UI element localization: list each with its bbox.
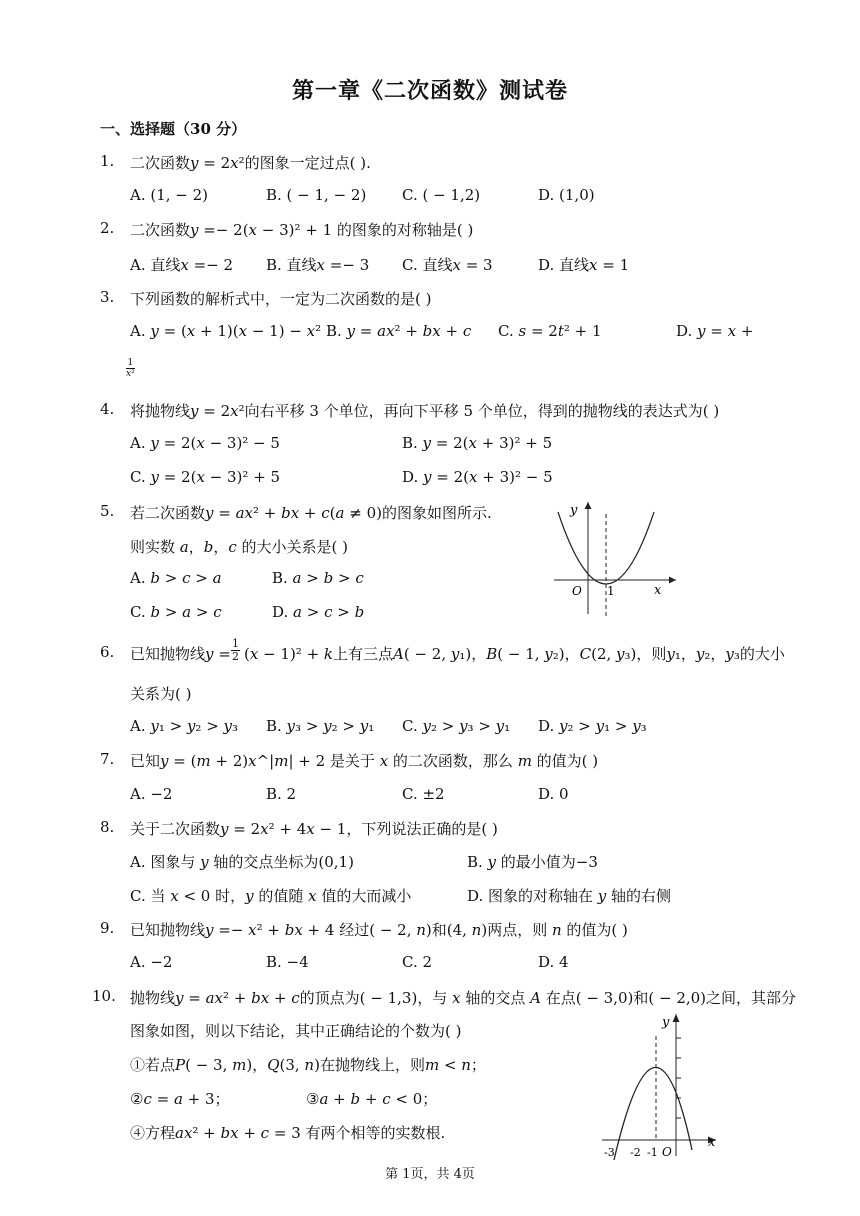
question-number: 5. [100,502,115,520]
y-label: y [662,1015,670,1030]
fraction [231,638,240,663]
question-text: 将抛物线𝑦 = 2𝑥²向右平移 3 个单位，再向下平移 5 个单位，得到的抛物线的表达式为( ) [130,402,720,420]
question-text: 已知抛物线𝑦 = [130,645,231,663]
option-d: D. 𝑦₂ > 𝑦₁ > 𝑦₃ [538,717,647,735]
question-text: 二次函数𝑦 =− 2(𝑥 − 3)² + 1 的图象的对称轴是( ) [130,221,474,239]
option-c: C. ±2 [402,785,445,803]
option-c: C. 𝑦 = 2(𝑥 − 3)² + 5 [130,468,281,486]
option-a: A. 直线𝑥 =− 2 [130,256,234,274]
tick-label-minus-1: -1 [647,1146,658,1159]
question-number: 7. [100,750,115,768]
option-d: D. 4 [538,953,569,971]
option-d: D. 𝑎 > 𝑐 > 𝑏 [272,603,365,621]
question-text-line2: 图象如图，则以下结论，其中正确结论的个数为( ) [130,1022,462,1040]
option-a: A. −2 [130,953,173,971]
x-label: x [654,583,662,598]
question-number: 9. [100,919,115,937]
option-b: B. 𝑦₃ > 𝑦₂ > 𝑦₁ [266,717,375,735]
fraction-denominator: 𝑥² [126,369,135,379]
question-text-cont: (𝑥 − 1)² + 𝑘上有三点𝐴( − 2, 𝑦₁)，𝐵( − 1, 𝑦₂)，𝐶(2, 𝑦₃)，则𝑦₁，𝑦₂，𝑦₃的大小 [244,645,785,663]
question-number: 2. [100,219,115,237]
option-b: B. 𝑦 = 2(𝑥 + 3)² + 5 [402,434,553,452]
option-c: C. 直线𝑥 = 3 [402,256,493,274]
option-a: A. 𝑦₁ > 𝑦₂ > 𝑦₃ [130,717,239,735]
option-a: A. 图象与 𝑦 轴的交点坐标为(0,1) [130,853,354,871]
y-axis-arrow [673,1014,680,1022]
tick-label-1: 1 [607,584,615,598]
y-label: y [570,503,578,518]
question-text: 已知抛物线𝑦 =− 𝑥² + 𝑏𝑥 + 4 经过( − 2, 𝑛)和(4, 𝑛)两点，则 𝑛 的值为( ) [130,921,628,939]
option-a: A. 𝑦 = 2(𝑥 − 3)² − 5 [130,434,280,452]
option-b: B. −4 [266,953,309,971]
option-b: B. 𝑎 > 𝑏 > 𝑐 [272,569,364,587]
origin-label: O [662,1145,672,1159]
x-axis-arrow [669,577,676,584]
parabola-graph-q5 [548,496,680,618]
option-d: D. 𝑦 = 2(𝑥 + 3)² − 5 [402,468,553,486]
x-label: x [708,1135,716,1150]
question-number: 4. [100,400,115,418]
section-heading: 一、选择题（30 分） [100,120,247,138]
question-number: 1. [100,152,115,170]
option-d: D. 直线𝑥 = 1 [538,256,630,274]
statement-4: ④方程𝑎𝑥² + 𝑏𝑥 + 𝑐 = 3 有两个相等的实数根. [130,1124,446,1142]
question-text: 下列函数的解析式中，一定为二次函数的是( ) [130,290,432,308]
fraction [126,358,135,379]
option-d: D. (1,0) [538,186,595,204]
tick-label-minus-3: -3 [604,1146,615,1159]
option-c: C. 𝑠 = 2𝑡² + 1 [498,322,602,340]
origin-label: O [572,584,582,598]
option-d: D. 𝑦 = 𝑥 + [676,322,754,340]
question-text: 关于二次函数𝑦 = 2𝑥² + 4𝑥 − 1，下列说法正确的是( ) [130,820,498,838]
option-a: A. 𝑏 > 𝑐 > 𝑎 [130,569,222,587]
option-b: B. 𝑦 = 𝑎𝑥² + 𝑏𝑥 + 𝑐 [326,322,472,340]
option-c: C. 𝑦₂ > 𝑦₃ > 𝑦₁ [402,717,511,735]
option-b: B. 𝑦 的最小值为−3 [467,853,598,871]
tick-label-minus-2: -2 [630,1146,641,1159]
option-a: A. 𝑦 = (𝑥 + 1)(𝑥 − 1) − 𝑥² [130,322,322,340]
option-d: D. 0 [538,785,569,803]
option-b: B. ( − 1, − 2) [266,186,367,204]
option-d: D. 图象的对称轴在 𝑦 轴的右侧 [467,887,672,905]
option-b: B. 直线𝑥 =− 3 [266,256,370,274]
option-c: C. 2 [402,953,433,971]
question-number: 3. [100,288,115,306]
fraction-numerator: 1 [232,637,239,650]
y-axis-arrow [585,502,592,509]
question-text: 已知𝑦 = (𝑚 + 2)𝑥^|𝑚| + 2 是关于 𝑥 的二次函数，那么 𝑚 的值为( ) [130,752,599,770]
statement-2: ②𝑐 = 𝑎 + 3； [130,1090,230,1108]
statement-3: ③𝑎 + 𝑏 + 𝑐 < 0； [306,1090,438,1108]
statement-1: ①若点𝑃( − 3, 𝑚)，𝑄(3, 𝑛)在抛物线上，则𝑚 < 𝑛； [130,1056,486,1074]
question-number: 10. [92,987,116,1005]
option-c: C. 𝑏 > 𝑎 > 𝑐 [130,603,222,621]
fraction-numerator: 1 [127,358,134,368]
fraction-denominator: 2 [232,650,239,663]
question-text: 二次函数𝑦 = 2𝑥²的图象一定过点( ). [130,154,371,172]
option-c: C. 当 𝑥 < 0 时，𝑦 的值随 𝑥 值的大而减小 [130,887,412,905]
parabola-graph-q10 [598,1010,722,1160]
option-a: A. (1, − 2) [130,186,209,204]
question-number: 6. [100,643,115,661]
question-text: 抛物线𝑦 = 𝑎𝑥² + 𝑏𝑥 + 𝑐的顶点为( − 1,3)，与 𝑥 轴的交点 𝐴 在点( − 3,0)和( − 2,0)之间，其部分 [130,989,797,1007]
question-text-line2: 关系为( ) [130,685,192,703]
question-text: 若二次函数𝑦 = 𝑎𝑥² + 𝑏𝑥 + 𝑐(𝑎 ≠ 0)的图象如图所示. [130,504,492,522]
question-text-line2: 则实数 𝑎，𝑏，𝑐 的大小关系是( ) [130,538,348,556]
option-c: C. ( − 1,2) [402,186,481,204]
question-number: 8. [100,818,115,836]
page-title: 第一章《二次函数》测试卷 [291,78,568,104]
page-footer: 第 1页，共 4页 [385,1167,475,1182]
option-a: A. −2 [130,785,173,803]
option-b: B. 2 [266,785,297,803]
